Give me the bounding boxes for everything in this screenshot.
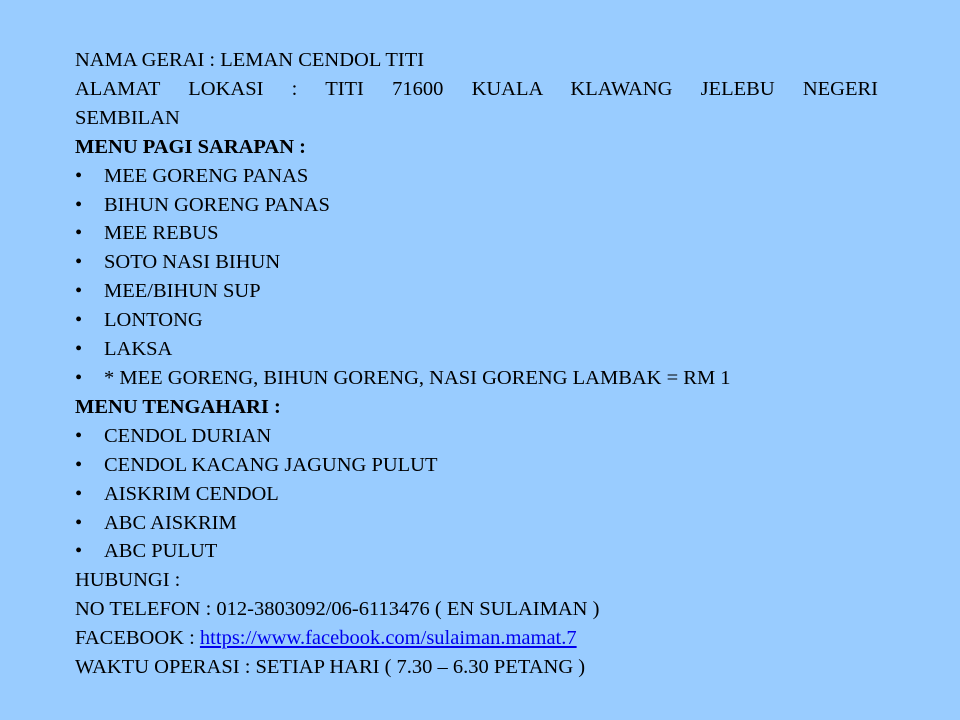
- bullet-icon: •: [75, 453, 83, 476]
- bullet-icon: •: [75, 309, 83, 332]
- facebook-line: [75, 624, 878, 653]
- shop-name-line: NAMA GERAI : LEMAN CENDOL TITI: [75, 49, 425, 71]
- bullet-icon: •: [75, 280, 83, 303]
- bullet-icon: •: [75, 193, 83, 216]
- list-item: [75, 364, 878, 393]
- menu-item-label: MEE/BIHUN SUP: [104, 280, 261, 303]
- menu-item-label: ABC PULUT: [104, 540, 218, 563]
- list-item: [75, 162, 878, 191]
- list-item: [75, 277, 878, 306]
- lunch-menu-list: [75, 422, 878, 567]
- bullet-icon: •: [75, 424, 83, 447]
- menu-item-label: LAKSA: [104, 338, 173, 361]
- menu-item-label: CENDOL KACANG JAGUNG PULUT: [104, 453, 438, 476]
- breakfast-menu-list: [75, 162, 878, 393]
- menu-item-label: ABC AISKRIM: [104, 511, 237, 534]
- bullet-icon: •: [75, 511, 83, 534]
- breakfast-menu-heading: MENU PAGI SARAPAN :: [75, 135, 306, 158]
- facebook-link[interactable]: https://www.facebook.com/sulaiman.mamat.7: [199, 627, 577, 650]
- menu-item-label: AISKRIM CENDOL: [104, 482, 279, 505]
- contact-heading: HUBUNGI :: [75, 569, 181, 592]
- list-item: [75, 509, 878, 538]
- list-item: [75, 422, 878, 451]
- menu-item-label: LONTONG: [104, 309, 203, 332]
- list-item: [75, 335, 878, 364]
- bullet-icon: •: [75, 366, 83, 389]
- facebook-label: FACEBOOK :: [75, 627, 200, 650]
- list-item: [75, 219, 878, 248]
- slide-content: [75, 46, 878, 682]
- operating-hours-line: WAKTU OPERASI : SETIAP HARI ( 7.30 – 6.30 PETANG ): [75, 656, 586, 679]
- bullet-icon: •: [75, 482, 83, 505]
- lunch-menu-heading: MENU TENGAHARI :: [75, 395, 281, 418]
- list-item: [75, 306, 878, 335]
- menu-item-label: MEE GORENG PANAS: [104, 164, 309, 187]
- phone-line: NO TELEFON : 012-3803092/06-6113476 ( EN SULAIMAN ): [75, 598, 600, 621]
- menu-item-label: SOTO NASI BIHUN: [104, 251, 281, 274]
- list-item: [75, 191, 878, 220]
- menu-item-label: * MEE GORENG, BIHUN GORENG, NASI GORENG LAMBAK = RM 1: [104, 366, 731, 389]
- list-item: [75, 451, 878, 480]
- menu-item-label: CENDOL DURIAN: [104, 424, 272, 447]
- address-line: ALAMAT LOKASI : TITI 71600 KUALA KLAWANG JELEBU NEGERI: [75, 77, 878, 100]
- bullet-icon: •: [75, 251, 83, 274]
- list-item: [75, 248, 878, 277]
- address-block: [75, 75, 878, 104]
- bullet-icon: •: [75, 338, 83, 361]
- address-line-continued: SEMBILAN: [75, 106, 180, 129]
- bullet-icon: •: [75, 222, 83, 245]
- bullet-icon: •: [75, 540, 83, 563]
- menu-item-label: MEE REBUS: [104, 222, 219, 245]
- list-item: [75, 480, 878, 509]
- list-item: [75, 537, 878, 566]
- bullet-icon: •: [75, 164, 83, 187]
- menu-item-label: BIHUN GORENG PANAS: [104, 193, 330, 216]
